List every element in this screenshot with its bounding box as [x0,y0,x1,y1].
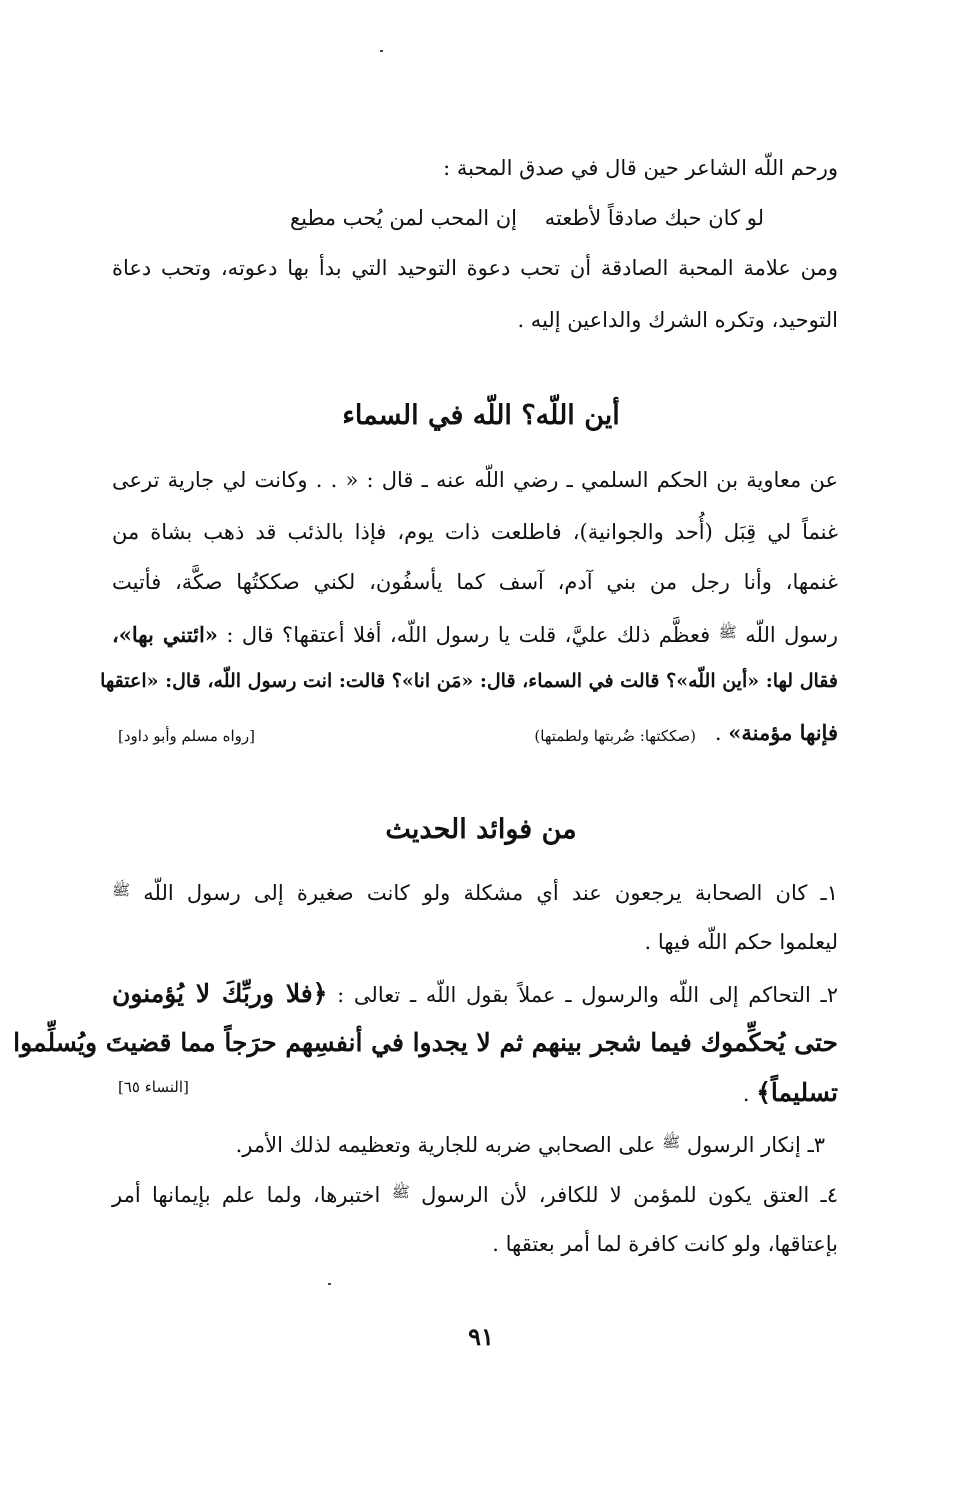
hadith-line [112,567,838,597]
poem-intro-text: ورحم اللّه الشاعر حين قال في صدق المحبة : [443,156,838,180]
benefit-text: ٤ـ العتق يكون للمؤمن لا للكافر، لأن الرسول [421,1183,838,1207]
hadith-source [118,721,255,751]
section-heading: أين اللّه؟ اللّه في السماء [342,400,620,431]
verse-b-text: إن المحب لمن يُحب مطيع [289,206,517,230]
benefit-text: ٢ـ التحاكم إلى اللّه والرسول ـ عملاً بقول اللّه ـ تعالى : [337,983,838,1007]
hadith-line-bold [100,666,838,696]
hadith-text: غنمها، وأنا رجل من بني آدم، آسف كما يأسفُون، لكني صككتُها صكَّة، فأتيت [112,570,838,594]
quran-verse-bold: تسليماً﴾ [756,1078,838,1107]
benefit-text: اختبرها، ولما علم بإيمانها أمر [112,1183,381,1207]
scan-speck [328,1283,331,1285]
hadith-line-end [715,718,838,748]
hadith-text: فعظَّم ذلك عليَّ، قلت يا رسول اللّه، أفلا أعتقها؟ قال : [226,623,711,647]
paragraph-text: ومن علامة المحبة الصادقة أن تحب دعوة التوحيد التي بدأ بها دعوته، وتحب دعاة [112,256,838,280]
hadith-line [112,517,838,547]
paragraph-line [112,253,838,283]
quran-verse-bold: حتى يُحكِّموك فيما شجر بينهم ثم لا يجدوا في أنفسِهم حرَجاً مما قضيتَ ويُسلِّموا [13,1028,838,1057]
benefit-text: ٣ـ إنكار الرسول [686,1133,825,1157]
salawat-honorific-icon: ﷺ [718,623,737,641]
paragraph-text: التوحيد، وتكره الشرك والداعين إليه . [517,308,838,332]
benefit-text: ١ـ كان الصحابة يرجعون عند أي مشكلة ولو كانت صغيرة إلى رسول اللّه [143,881,838,905]
hadith-line [112,465,838,495]
gloss-text: (صككتها: ضُربتها ولطمتها) [534,727,696,745]
quran-reference [118,1072,189,1102]
verse-a-text: لو كان حبك صادقاً لأطعته [544,206,764,230]
benefit-item-2-end [743,1078,838,1109]
benefit-item-2 [112,979,838,1010]
poem-verse-first-hemistich [545,203,764,233]
benefit-text: بإعتاقها، ولو كانت كافرة لما أمر بعتقها . [492,1232,838,1256]
poem-intro [443,153,838,183]
quran-verse-bold: ﴿فلا وربِّكَ لا يُؤمنون [112,979,328,1008]
benefit-text: على الصحابي ضربه للجارية وتعظيمه لذلك الأمر. [235,1133,656,1157]
page-number: ٩١ [468,1322,494,1351]
hadith-text: رسول اللّه [745,623,838,647]
poem-verse-second-hemistich [290,203,517,233]
salawat-honorific-icon: ﷺ [112,881,131,899]
benefit-item-1 [112,875,838,908]
benefit-item-3 [236,1127,825,1160]
benefit-text: ليعلموا حكم اللّه فيها . [644,930,838,954]
reference-text: [النساء ٦٥] [118,1078,189,1096]
hadith-quote-bold: فإنها مؤمنة» [728,720,838,745]
hadith-text: غنماً لي قِبَل (أُحد والجوانية)، فاطلعت ذات يوم، فإذا بالذئب قد ذهب بشاة من [112,520,838,544]
section-heading: من فوائد الحديث [385,814,577,845]
benefit-item-2-verse [13,1028,838,1058]
hadith-text: . [714,721,722,745]
benefit-item-1-cont [645,927,838,957]
hadith-text: عن معاوية بن الحكم السلمي ـ رضي اللّه عنه ـ قال : « . . وكانت لي جارية ترعى [112,468,838,492]
source-text: [رواه مسلم وأبو داود] [118,727,255,745]
salawat-honorific-icon: ﷺ [662,1133,681,1151]
paragraph-line [517,305,838,335]
benefit-item-4-cont [492,1229,838,1259]
hadith-text: فقال لها: «أين اللّه»؟ قالت في السماء، قال: «مَن انا»؟ قالت: انت رسول اللّه، قال: «اعتقها [100,670,838,692]
hadith-gloss [534,721,696,751]
scan-speck [380,50,383,52]
benefit-text: . [742,1082,750,1106]
benefit-item-4 [112,1177,838,1210]
salawat-honorific-icon: ﷺ [391,1183,410,1201]
hadith-quote-bold: «ائتني بها»، [112,622,218,647]
hadith-line [112,617,838,650]
